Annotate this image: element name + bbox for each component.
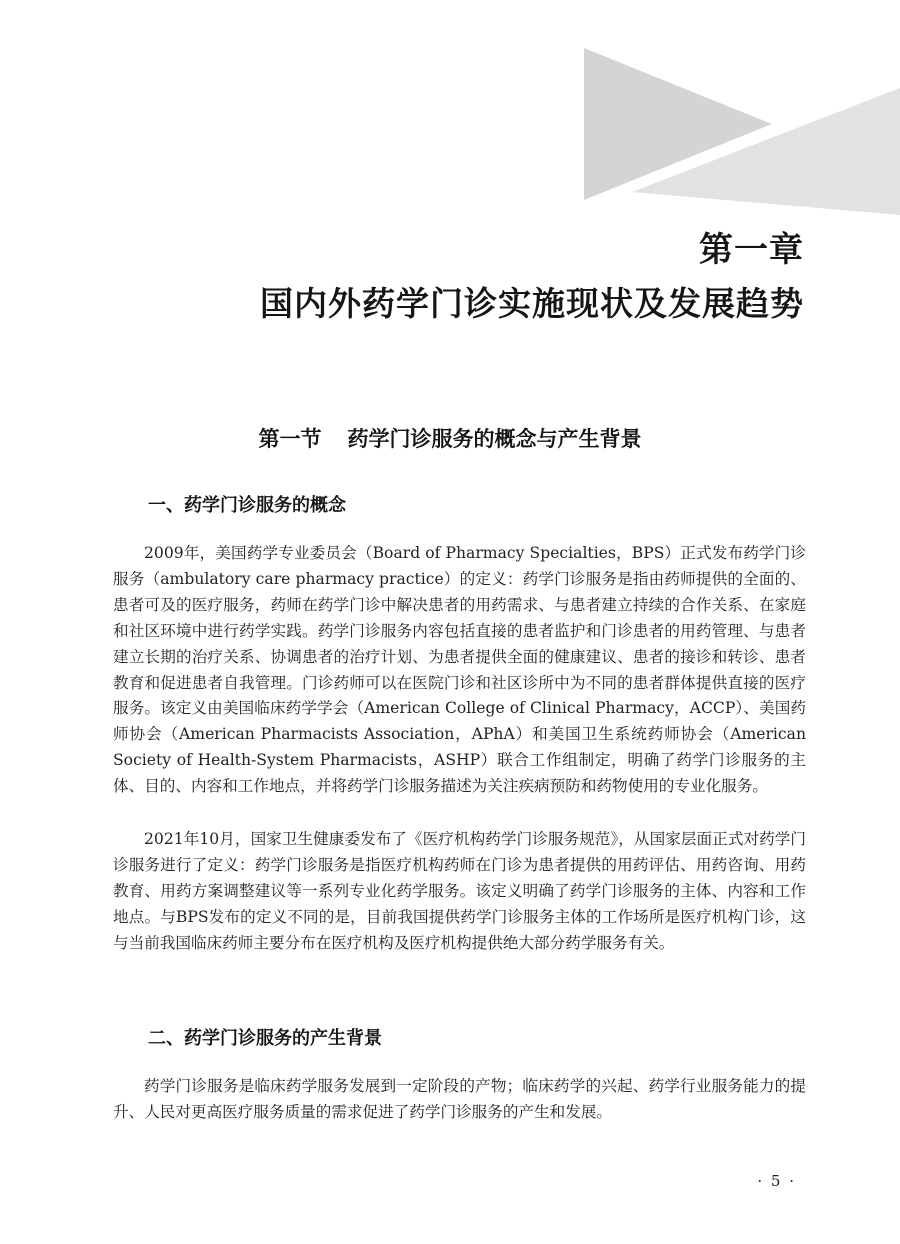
paragraph-bps-definition: 2009年，美国药学专业委员会（Board of Pharmacy Specialties，BPS）正式发布药学门诊服务（ambulatory care pharmacy practice）的定义：药学门诊服务是指由药师提供的全面的、患者可及的医疗服务，药师在药学门诊中解决患者的用药需求、与患者建立持续的合作关系、在家庭和社区环境中进行药学实践。药学门诊服务内容包括直接的患者监护和门诊患者的用药管理、与患者建立长期的治疗关系、协调患者的治疗计划、为患者提供全面的健康建议、患者的接诊和转诊、患者教育和促进患者自我管理。门诊药师可以在医院门诊和社区诊所中为不同的患者群体提供直接的医疗服务。该定义由美国临床药学学会（American College of Clinical Pharmacy，ACCP）、美国药师协会（American Pharmacists Association，APhA）和美国卫生系统药师协会（American Society of Health-System Pharmacists，ASHP）联合工作组制定，明确了药学门诊服务的主体、目的、内容和工作地点，并将药学门诊服务描述为关注疾病预防和药物使用的专业化服务。 bbox=[113, 544, 806, 796]
page-number: · 5 · bbox=[757, 1172, 796, 1190]
subsection-heading-2: 二、药学门诊服务的产生背景 bbox=[148, 1028, 382, 1049]
section-title: 药学门诊服务的概念与产生背景 bbox=[347, 427, 642, 451]
section-number: 第一节 bbox=[258, 427, 322, 451]
subsection-heading-1: 一、药学门诊服务的概念 bbox=[148, 495, 346, 516]
decorative-triangles bbox=[0, 0, 900, 220]
paragraph-background: 药学门诊服务是临床药学服务发展到一定阶段的产物；临床药学的兴起、药学行业服务能力的提升、人民对更高医疗服务质量的需求促进了药学门诊服务的产生和发展。 bbox=[113, 1077, 806, 1121]
chapter-title: 国内外药学门诊实施现状及发展趋势 bbox=[260, 284, 804, 323]
chapter-number: 第一章 bbox=[699, 230, 804, 270]
section-heading bbox=[0, 423, 900, 453]
paragraph-china-definition: 2021年10月，国家卫生健康委发布了《医疗机构药学门诊服务规范》，从国家层面正式对药学门诊服务进行了定义：药学门诊服务是指医疗机构药师在门诊为患者提供的用药评估、用药咨询、用药教育、用药方案调整建议等一系列专业化药学服务。该定义明确了药学门诊服务的主体、内容和工作地点。与BPS发布的定义不同的是，目前我国提供药学门诊服务主体的工作场所是医疗机构门诊，这与当前我国临床药师主要分布在医疗机构及医疗机构提供绝大部分药学服务有关。 bbox=[113, 830, 806, 952]
